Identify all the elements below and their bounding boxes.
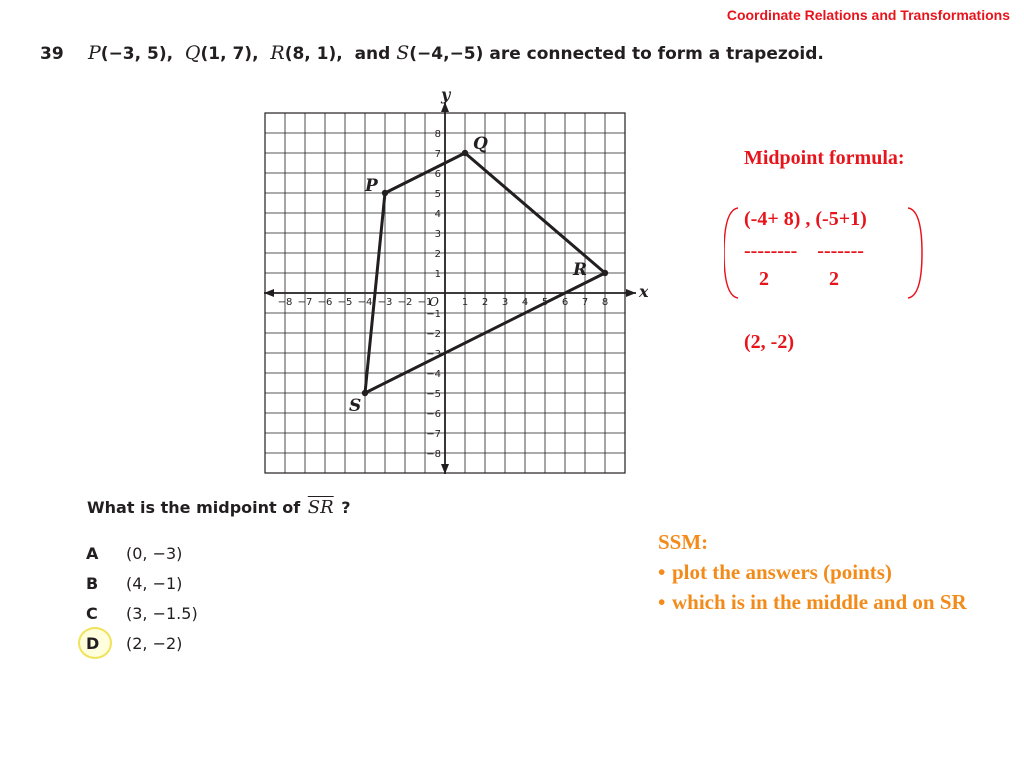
x-tick-label: −5	[337, 297, 353, 308]
y-tick-label: −4	[426, 369, 441, 380]
ssm-notes	[658, 530, 972, 617]
y-tick-label: 3	[434, 229, 441, 240]
point-r-label: R	[270, 42, 285, 64]
segment-name: $\overline{SR}$	[307, 497, 334, 518]
x-tick-label: 2	[481, 297, 489, 308]
x-tick-label: −4	[357, 297, 373, 308]
choice-letter: B	[86, 573, 99, 593]
and-word: and	[354, 44, 391, 64]
prompt-end: ?	[341, 498, 351, 517]
choice-c[interactable]	[86, 598, 198, 628]
question-prompt	[87, 497, 351, 518]
y-tick-label: −5	[426, 389, 441, 400]
x-axis-label: x	[639, 282, 648, 301]
vertex-label: P	[365, 176, 378, 196]
x-tick-label: 6	[561, 297, 569, 308]
x-tick-label: −2	[397, 297, 413, 308]
formula-result: (2, -2)	[744, 331, 794, 353]
y-tick-label: −1	[426, 309, 441, 320]
point-p-label: P	[88, 42, 101, 64]
formula-numerator: (-4+ 8) , (-5+1)	[744, 208, 867, 230]
vertex-point	[362, 390, 368, 396]
x-tick-label: −8	[277, 297, 293, 308]
ssm-bullet	[658, 557, 972, 587]
question-number: 39	[40, 44, 64, 64]
y-tick-label: 5	[434, 189, 441, 200]
question-tail: are connected to form a trapezoid.	[489, 44, 824, 64]
point-s-coords: (−4,−5)	[409, 44, 484, 64]
vertex-label: S	[349, 396, 362, 416]
y-tick-label: −3	[426, 349, 441, 360]
bullet-icon: •	[658, 560, 666, 584]
choice-answer: (0, −3)	[126, 543, 183, 563]
x-axis-arrow-icon	[626, 289, 636, 297]
ssm-bullet-text: plot the answers (points)	[672, 560, 892, 584]
choice-d[interactable]	[86, 628, 198, 658]
point-r-coords: (8, 1),	[284, 44, 343, 64]
vertex-point	[602, 270, 608, 276]
x-tick-label: 4	[521, 297, 529, 308]
vertex-label: Q	[473, 134, 488, 154]
choice-answer: (3, −1.5)	[126, 603, 198, 623]
y-tick-label: 6	[434, 169, 441, 180]
x-tick-label: 7	[581, 297, 589, 308]
x-tick-label: 1	[461, 297, 469, 308]
x-tick-label: −3	[377, 297, 393, 308]
y-tick-label: 7	[434, 149, 441, 160]
point-q-label: Q	[184, 42, 201, 64]
y-tick-label: −7	[426, 429, 441, 440]
formula-denominator: 2 2	[744, 268, 839, 290]
x-tick-label: 3	[501, 297, 509, 308]
y-tick-label: 8	[434, 129, 441, 140]
formula-title: Midpoint formula:	[744, 147, 905, 169]
point-p-coords: (−3, 5),	[100, 44, 174, 64]
ssm-bullet-text: which is in the middle and on SR	[672, 590, 967, 614]
point-s-label: S	[396, 42, 410, 64]
answer-choices	[86, 538, 198, 658]
formula-bracket-box	[724, 206, 924, 300]
choice-a[interactable]	[86, 538, 198, 568]
choice-answer: (4, −1)	[126, 573, 183, 593]
choice-letter: A	[86, 543, 99, 563]
choice-answer: (2, −2)	[126, 633, 183, 653]
bullet-icon: •	[658, 590, 666, 614]
vertex-label: R	[573, 260, 588, 280]
y-tick-label: −2	[426, 329, 441, 340]
ssm-heading: SSM:	[658, 530, 709, 554]
x-tick-label: 8	[601, 297, 609, 308]
choice-letter: D	[86, 633, 100, 653]
y-axis-label: y	[441, 88, 451, 104]
prompt-lead: What is the midpoint of	[87, 498, 301, 517]
question-text	[40, 42, 824, 64]
y-tick-label: −6	[426, 409, 441, 420]
graph-svg	[258, 88, 648, 480]
point-q-coords: (1, 7),	[200, 44, 259, 64]
y-tick-label: −8	[426, 449, 441, 460]
origin-label: O	[429, 295, 439, 309]
y-tick-label: 4	[434, 209, 441, 220]
vertex-point	[382, 190, 388, 196]
formula-fraction-bar: -------- -------	[744, 240, 864, 262]
x-tick-label: −7	[297, 297, 313, 308]
x-tick-label: −6	[317, 297, 333, 308]
y-tick-label: 1	[434, 269, 441, 280]
vertex-point	[462, 150, 468, 156]
ssm-bullet	[658, 587, 972, 617]
x-tick-label: 5	[541, 297, 549, 308]
x-tick-label: −1	[417, 297, 433, 308]
y-tick-label: 2	[434, 249, 441, 260]
choice-letter: C	[86, 603, 98, 623]
coordinate-graph	[258, 88, 648, 485]
choice-b[interactable]	[86, 568, 198, 598]
slide-title: Coordinate Relations and Transformations	[726, 7, 1010, 23]
